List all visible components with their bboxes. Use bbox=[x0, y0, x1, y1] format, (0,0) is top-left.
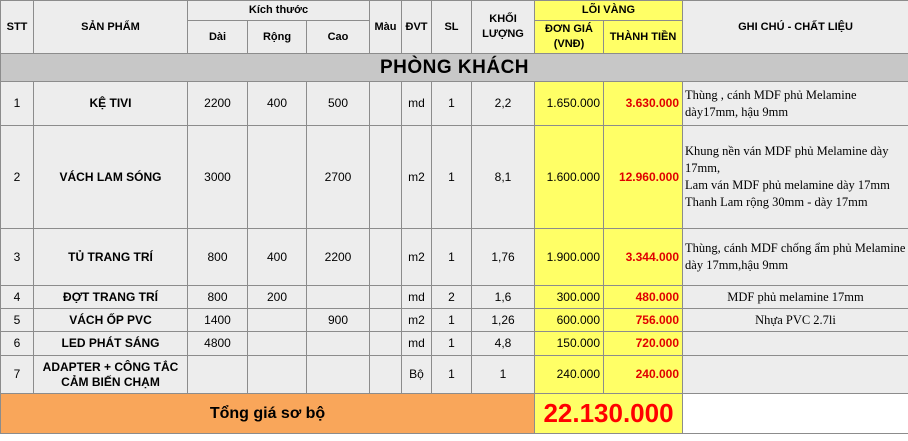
header-product: SẢN PHẨM bbox=[34, 1, 188, 54]
cell-width: 400 bbox=[248, 82, 307, 126]
cell-amount: 756.000 bbox=[604, 309, 683, 332]
cell-qty: 1 bbox=[432, 356, 472, 394]
header-length: Dài bbox=[188, 21, 248, 54]
cell-color bbox=[370, 229, 402, 286]
header-color: Màu bbox=[370, 1, 402, 54]
header-dimensions: Kích thước bbox=[188, 1, 370, 21]
cell-unit: m2 bbox=[402, 309, 432, 332]
cell-product: VÁCH LAM SÓNG bbox=[34, 126, 188, 229]
cell-product: ĐỢT TRANG TRÍ bbox=[34, 286, 188, 309]
cell-width: 400 bbox=[248, 229, 307, 286]
cell-volume: 1,6 bbox=[472, 286, 535, 309]
note-line: Lam ván MDF phủ melamine dày 17mm bbox=[685, 178, 890, 192]
cell-stt: 4 bbox=[1, 286, 34, 309]
cell-height bbox=[307, 332, 370, 356]
cell-product: ADAPTER + CÔNG TẮC CẢM BIẾN CHẠM bbox=[34, 356, 188, 394]
cell-unit-price: 1.600.000 bbox=[535, 126, 604, 229]
cell-length: 4800 bbox=[188, 332, 248, 356]
cell-unit-price: 150.000 bbox=[535, 332, 604, 356]
total-row bbox=[1, 394, 908, 434]
cell-length: 800 bbox=[188, 229, 248, 286]
cell-height bbox=[307, 356, 370, 394]
cell-stt: 6 bbox=[1, 332, 34, 356]
cell-height: 2700 bbox=[307, 126, 370, 229]
cell-product: LED PHÁT SÁNG bbox=[34, 332, 188, 356]
header-width: Rộng bbox=[248, 21, 307, 54]
header-unit: ĐVT bbox=[402, 1, 432, 54]
cell-note: Nhựa PVC 2.7li bbox=[683, 309, 908, 332]
cell-width bbox=[248, 356, 307, 394]
cell-qty: 2 bbox=[432, 286, 472, 309]
header-core-material: LÕI VÀNG bbox=[535, 1, 683, 21]
cell-height: 900 bbox=[307, 309, 370, 332]
cell-note: MDF phủ melamine 17mm bbox=[683, 286, 908, 309]
cell-note bbox=[683, 332, 908, 356]
cell-length: 800 bbox=[188, 286, 248, 309]
cell-color bbox=[370, 82, 402, 126]
cell-volume: 4,8 bbox=[472, 332, 535, 356]
header-amount: THÀNH TIỀN bbox=[604, 21, 683, 54]
cell-stt: 3 bbox=[1, 229, 34, 286]
cell-height: 2200 bbox=[307, 229, 370, 286]
table-row bbox=[1, 356, 908, 394]
note-line: Thanh Lam rộng 30mm - dày 17mm bbox=[685, 195, 868, 209]
table-row bbox=[1, 82, 908, 126]
cell-volume: 1 bbox=[472, 356, 535, 394]
cell-width bbox=[248, 309, 307, 332]
table-row bbox=[1, 332, 908, 356]
total-value: 22.130.000 bbox=[535, 394, 683, 434]
cell-volume: 8,1 bbox=[472, 126, 535, 229]
cell-width: 200 bbox=[248, 286, 307, 309]
cell-note bbox=[683, 356, 908, 394]
section-title: PHÒNG KHÁCH bbox=[1, 54, 908, 82]
cell-length bbox=[188, 356, 248, 394]
cell-amount: 720.000 bbox=[604, 332, 683, 356]
cell-amount: 12.960.000 bbox=[604, 126, 683, 229]
cell-product: VÁCH ỐP PVC bbox=[34, 309, 188, 332]
cell-unit-price: 600.000 bbox=[535, 309, 604, 332]
header-height: Cao bbox=[307, 21, 370, 54]
cell-unit: m2 bbox=[402, 126, 432, 229]
cell-height bbox=[307, 286, 370, 309]
cell-unit: m2 bbox=[402, 229, 432, 286]
cell-length: 2200 bbox=[188, 82, 248, 126]
cell-color bbox=[370, 286, 402, 309]
header-unit-price: ĐƠN GIÁ (VNĐ) bbox=[535, 21, 604, 54]
cell-note bbox=[683, 229, 908, 286]
cell-note bbox=[683, 126, 908, 229]
cell-amount: 3.630.000 bbox=[604, 82, 683, 126]
cell-amount: 240.000 bbox=[604, 356, 683, 394]
note-line: dày 17mm,hậu 9mm bbox=[685, 258, 789, 272]
cell-unit: md bbox=[402, 286, 432, 309]
cell-unit-price: 240.000 bbox=[535, 356, 604, 394]
note-line: Thùng, cánh MDF chống ẩm phủ Melamine bbox=[685, 241, 906, 255]
cell-unit-price: 1.650.000 bbox=[535, 82, 604, 126]
total-label: Tổng giá sơ bộ bbox=[1, 394, 535, 434]
note-line: Khung nền ván MDF phủ Melamine dày 17mm, bbox=[685, 144, 889, 175]
cell-color bbox=[370, 309, 402, 332]
table-row bbox=[1, 126, 908, 229]
cell-stt: 5 bbox=[1, 309, 34, 332]
table-row bbox=[1, 309, 908, 332]
cell-length: 3000 bbox=[188, 126, 248, 229]
table-row bbox=[1, 286, 908, 309]
cell-unit-price: 1.900.000 bbox=[535, 229, 604, 286]
header-note: GHI CHÚ - CHẤT LIỆU bbox=[683, 1, 908, 54]
cell-color bbox=[370, 332, 402, 356]
header-volume: KHỐI LƯỢNG bbox=[472, 1, 535, 54]
cell-product: KỆ TIVI bbox=[34, 82, 188, 126]
cell-qty: 1 bbox=[432, 82, 472, 126]
cell-volume: 1,26 bbox=[472, 309, 535, 332]
cell-unit: Bộ bbox=[402, 356, 432, 394]
cell-stt: 7 bbox=[1, 356, 34, 394]
cell-product: TỦ TRANG TRÍ bbox=[34, 229, 188, 286]
header-qty: SL bbox=[432, 1, 472, 54]
cell-note: Thùng , cánh MDF phủ Melamine dày17mm, hậu 9mm bbox=[683, 82, 908, 126]
cell-qty: 1 bbox=[432, 126, 472, 229]
cell-width bbox=[248, 332, 307, 356]
cell-volume: 1,76 bbox=[472, 229, 535, 286]
cell-qty: 1 bbox=[432, 332, 472, 356]
cell-stt: 2 bbox=[1, 126, 34, 229]
cell-amount: 3.344.000 bbox=[604, 229, 683, 286]
header-stt: STT bbox=[1, 1, 34, 54]
cell-stt: 1 bbox=[1, 82, 34, 126]
cell-color bbox=[370, 126, 402, 229]
cell-height: 500 bbox=[307, 82, 370, 126]
cell-color bbox=[370, 356, 402, 394]
cell-width bbox=[248, 126, 307, 229]
cell-qty: 1 bbox=[432, 309, 472, 332]
total-note-cell bbox=[683, 394, 908, 434]
cell-qty: 1 bbox=[432, 229, 472, 286]
cell-unit: md bbox=[402, 82, 432, 126]
table-row bbox=[1, 229, 908, 286]
cell-unit-price: 300.000 bbox=[535, 286, 604, 309]
cell-amount: 480.000 bbox=[604, 286, 683, 309]
cell-volume: 2,2 bbox=[472, 82, 535, 126]
cell-length: 1400 bbox=[188, 309, 248, 332]
cell-unit: md bbox=[402, 332, 432, 356]
